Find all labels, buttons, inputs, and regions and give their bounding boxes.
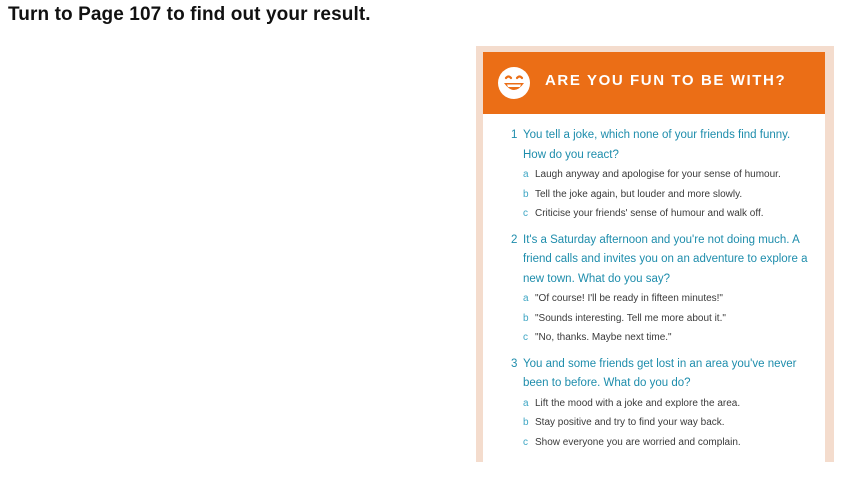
option-text: Criticise your friends' sense of humour and walk off. bbox=[535, 208, 764, 219]
option-letter: a bbox=[523, 169, 529, 180]
option-letter: b bbox=[523, 188, 529, 200]
quiz-card bbox=[476, 46, 834, 462]
question-number: 3 bbox=[511, 357, 518, 370]
option-letter: c bbox=[523, 208, 528, 219]
option-text: Tell the joke again, but louder and more slowly. bbox=[535, 188, 743, 200]
option-a bbox=[523, 394, 811, 414]
instruction-text: Turn to Page 107 to find out your result. bbox=[8, 4, 371, 25]
question-text: You tell a joke, which none of your friends find funny. How do you react? bbox=[523, 129, 791, 161]
option-b bbox=[523, 185, 811, 205]
quiz-title: ARE YOU FUN TO BE WITH? bbox=[545, 72, 787, 89]
option-letter: a bbox=[523, 397, 529, 409]
question-text: It's a Saturday afternoon and you're not doing much. A friend calls and invites you on an adventure to explore a new town. What do you say? bbox=[523, 233, 808, 285]
option-letter: b bbox=[523, 312, 529, 324]
option-text: Laugh anyway and apologise for your sense of humour. bbox=[535, 169, 781, 180]
option-c bbox=[523, 328, 811, 348]
question-list bbox=[483, 126, 825, 459]
question-number: 1 bbox=[511, 129, 518, 141]
option-letter: a bbox=[523, 293, 529, 304]
option-c bbox=[523, 204, 811, 224]
question-number: 2 bbox=[511, 233, 518, 246]
option-b bbox=[523, 309, 811, 329]
option-text: "Of course! I'll be ready in fifteen minutes!" bbox=[535, 293, 723, 304]
option-text: Lift the mood with a joke and explore the area. bbox=[535, 397, 741, 409]
smiley-face-icon bbox=[497, 66, 531, 100]
option-letter: b bbox=[523, 417, 529, 428]
option-a bbox=[523, 289, 811, 309]
option-text: Show everyone you are worried and complain. bbox=[535, 436, 741, 448]
quiz-card-body bbox=[483, 52, 825, 462]
question-3 bbox=[483, 355, 825, 453]
question-1 bbox=[483, 126, 825, 224]
option-letter: c bbox=[523, 332, 528, 343]
option-text: Stay positive and try to find your way back. bbox=[535, 417, 725, 428]
quiz-header bbox=[483, 52, 825, 114]
option-text: "Sounds interesting. Tell me more about it." bbox=[535, 312, 726, 324]
option-text: "No, thanks. Maybe next time." bbox=[535, 332, 672, 343]
option-b bbox=[523, 413, 811, 433]
question-text: You and some friends get lost in an area you've never been to before. What do you do? bbox=[523, 357, 797, 389]
option-a bbox=[523, 165, 811, 185]
option-letter: c bbox=[523, 436, 528, 448]
question-2 bbox=[483, 231, 825, 348]
option-c bbox=[523, 433, 811, 453]
